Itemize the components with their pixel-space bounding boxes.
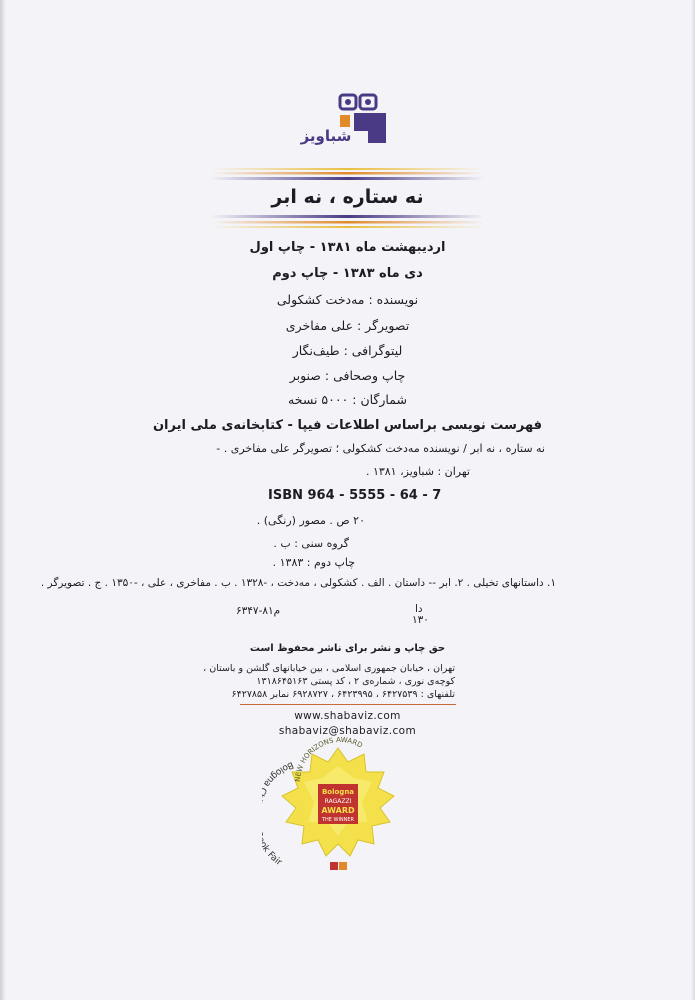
award-badge-bologna: Bologna — [321, 788, 355, 796]
isbn: ISBN 964 - 5555 - 64 - 7 — [268, 488, 442, 503]
cip-pages: ۲۰ ص . مصور (رنگی) . — [256, 514, 365, 527]
cip-statement: نه ستاره ، نه ابر / نویسنده مه‌دخت کشکولی ؛ تصویرگر علی مفاخری . - — [216, 442, 545, 455]
award-ring-top: NEW HORIZONS AWARD — [293, 735, 364, 783]
address-line-1: تهران ، خیابان جمهوری اسلامی ، بین خیابانهای گلشن و باستان ، — [203, 663, 455, 674]
award-badge-winner: THE WINNER — [321, 817, 355, 823]
printing-credit: چاپ وصحافی : صنوبر — [289, 368, 406, 383]
owl-logo-icon — [296, 93, 388, 155]
author-credit: نویسنده : مه‌دخت کشکولی — [276, 292, 419, 307]
cip-library-number: م۸۱-۶۳۴۷ — [236, 605, 281, 617]
cip-imprint: تهران : شباویز، ۱۳۸۱ . — [365, 465, 470, 478]
page-binding-shadow — [0, 0, 6, 1000]
address-phones: تلفنهای : ۶۴۲۷۵۳۹ ، ۶۴۲۳۹۹۵ ، ۶۹۲۸۷۲۷ نمابر ۶۴۲۷۸۵۸ — [231, 689, 455, 700]
publisher-name: شباویز — [300, 127, 352, 145]
award-ring-side: Bologna Fair — [262, 759, 295, 869]
award-badge-award: AWARD — [321, 806, 355, 815]
lithography-credit: لیتوگرافی : طیف‌نگار — [292, 343, 403, 358]
website-link[interactable]: www.shabaviz.com — [294, 710, 401, 722]
page-edge-shadow — [691, 0, 695, 1000]
circulation: شمارگان : ۵۰۰۰ نسخه — [288, 392, 407, 407]
edition-first: اردیبهشت ماه ۱۳۸۱ - چاپ اول — [249, 240, 446, 255]
edition-second: دی ماه ۱۳۸۳ - چاپ دوم — [272, 266, 423, 281]
cip-subjects: ۱. داستانهای تخیلی . ۲. ابر -- داستان . الف . کشکولی ، مه‌دخت ، -۱۳۲۸ . ب . مفاخری ، علی ، -۱۳۵۰ . ج . تصویرگر . — [40, 577, 556, 589]
publisher-logo — [296, 93, 388, 155]
title-stripes-top — [210, 166, 485, 184]
address-divider — [240, 704, 456, 705]
award-badge-ragazzi: RAGAZZI — [324, 798, 352, 805]
title-stripes-bottom — [210, 213, 485, 231]
award-seal-icon — [262, 722, 414, 892]
bologna-award-seal — [262, 722, 414, 892]
rights-notice: حق چاپ و نشر برای ناشر محفوظ است — [249, 643, 446, 654]
cip-edition-note: چاپ دوم : ۱۳۸۳ . — [272, 556, 355, 569]
book-title: نه ستاره ، نه ابر — [271, 186, 424, 208]
cip-heading: فهرست نویسی براساس اطلاعات فیپا - کتابخانه‌ی ملی ایران — [152, 418, 543, 433]
cip-class-2: ۱۳۰ — [412, 614, 429, 626]
email-link[interactable]: shabaviz@shabaviz.com — [278, 725, 417, 737]
cip-age-group: گروه سنی : ب . — [273, 537, 349, 550]
illustrator-credit: تصویرگر : علی مفاخری — [285, 318, 410, 333]
svg-text:Bologna Children's Book Fair — [262, 759, 295, 868]
cip-class-1: دا — [415, 603, 423, 615]
address-line-2: کوچه‌ی نوری ، شماره‌ی ۲ ، کد پستی ۱۳۱۸۶۴۵۱۶۳ — [256, 676, 455, 687]
